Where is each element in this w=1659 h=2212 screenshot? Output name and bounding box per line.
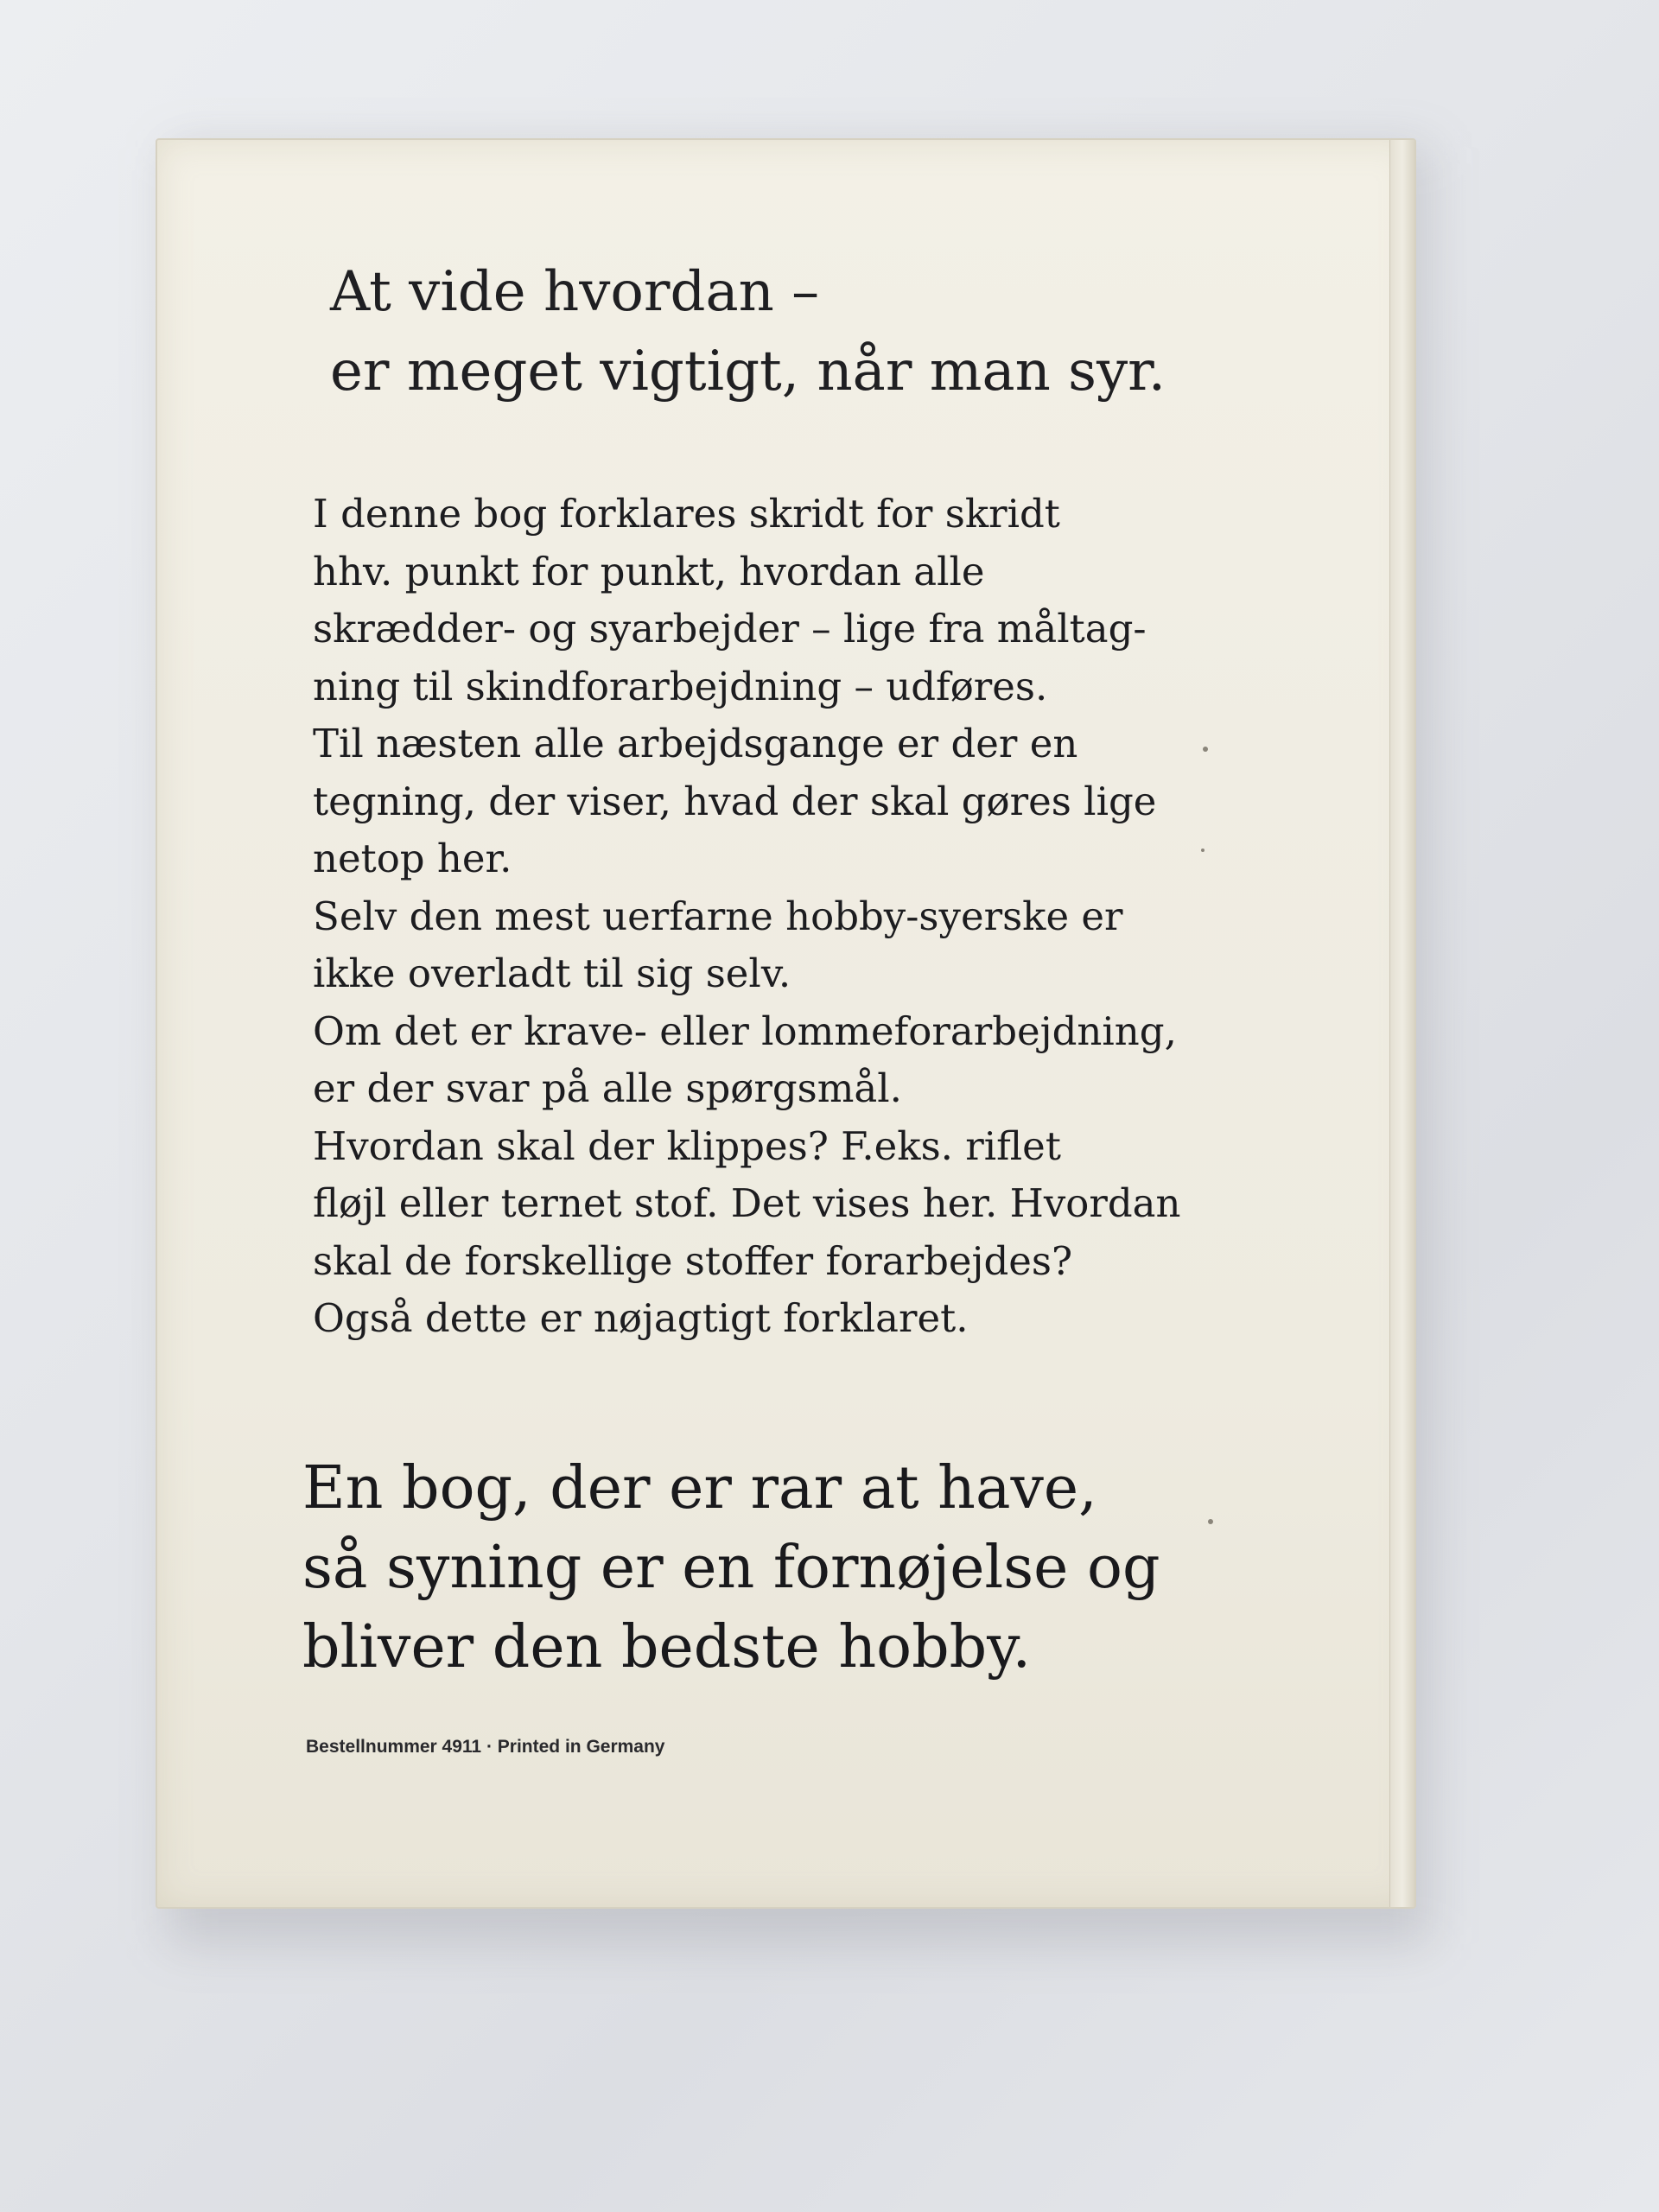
body-text: I denne bog forklares skridt for skridt hhv. punkt for punkt, hvordan alle skrædder- og syarbejder – lige fra måltag- ning til skindforarbejdning – udføres. Til næsten alle arbejdsgange er der en tegning, der viser, hvad der skal gøres lige netop her. Selv den mest uerfarne hobby-syerske er ikke overladt til sig selv. Om det er krave- eller lommeforarbejdning, er der svar på alle spørgsmål. Hvordan skal der klippes? F.eks. riflet fløjl eller ternet stof. Det vises her. Hvordan skal de forskellige stoffer forarbejdes? Også dette er nøjagtigt forklaret. — [313, 491, 1181, 1341]
dust-speck — [1208, 1519, 1213, 1524]
order-number-line: Bestellnummer 4911 · Printed in Germany — [306, 1737, 665, 1757]
closing-statement: En bog, der er rar at have, så syning er en fornøjelse og bliver den bedste hobby. — [302, 1454, 1160, 1681]
dust-speck — [1203, 747, 1208, 752]
headline: At vide hvordan – er meget vigtigt, når man syr. — [330, 260, 1166, 404]
book-page-edge — [1389, 140, 1414, 1907]
book-back-cover — [156, 138, 1416, 1909]
dust-speck — [1201, 849, 1205, 852]
